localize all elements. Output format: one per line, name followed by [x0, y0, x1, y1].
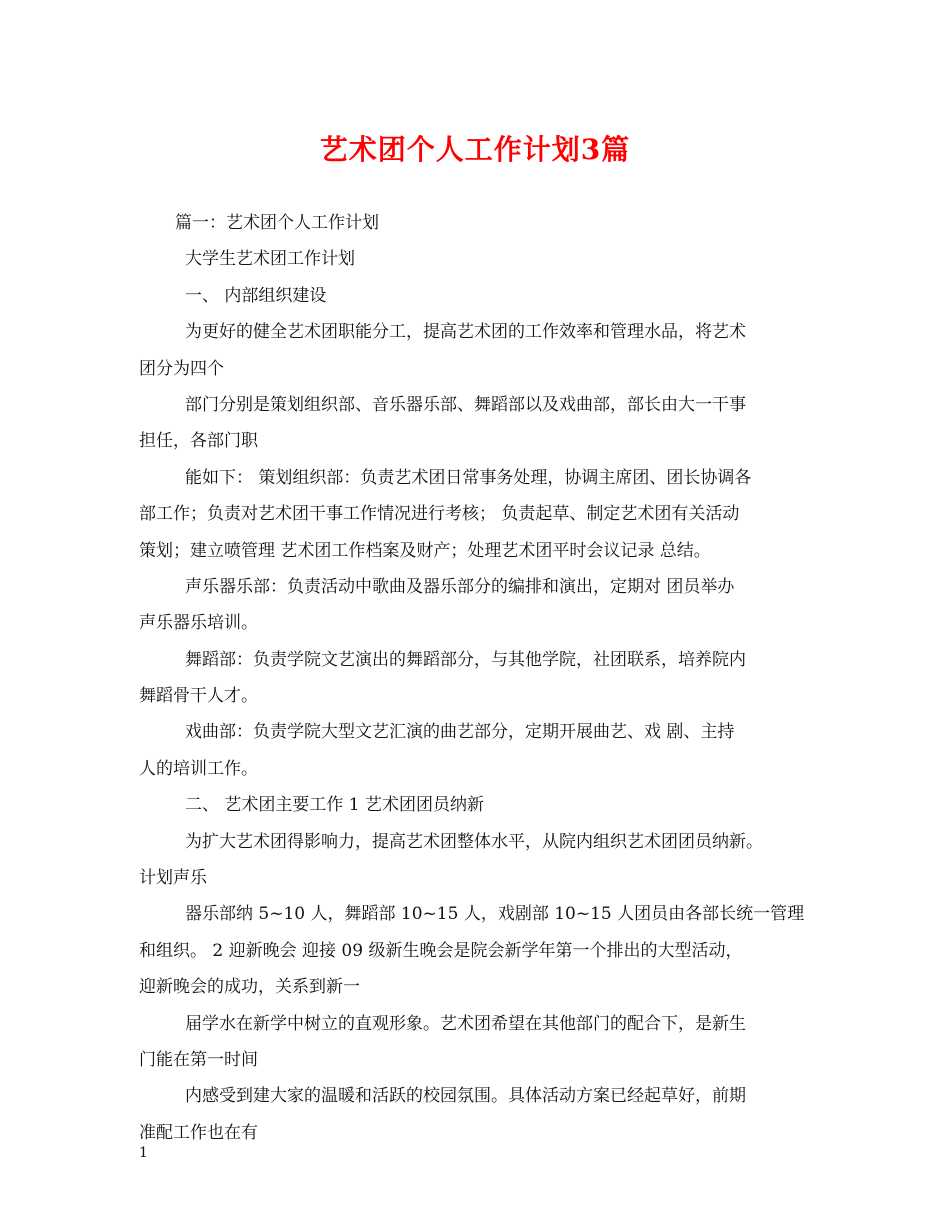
paragraph-line: 团分为四个	[139, 358, 224, 379]
paragraph-line: 部门分别是策划组织部、音乐器乐部、舞蹈部以及戏曲部，部长由大一干事	[185, 394, 746, 415]
paragraph-line: 策划；建立喷管理 艺术团工作档案及财产；处理艺术团平时会议记录 总结。	[139, 540, 711, 561]
paragraph-line: 为更好的健全艺术团职能分工，提高艺术团的工作效率和管理水品，将艺术	[185, 322, 746, 343]
paragraph-line: 和组织。 2 迎新晚会 迎接 09 级新生晚会是院会新学年第一个排出的大型活动，	[139, 940, 743, 961]
document-body	[139, 205, 819, 1151]
paragraph-line: 届学水在新学中树立的直观形象。艺术团希望在其他部门的配合下，是新生	[185, 1013, 746, 1034]
paragraph-line: 声乐器乐部：负责活动中歌曲及器乐部分的编排和演出，定期对 团员举办	[185, 576, 735, 597]
paragraph-line: 人的培训工作。	[139, 758, 258, 779]
paragraph-line: 一、 内部组织建设	[185, 285, 327, 306]
paragraph-line: 计划声乐	[139, 868, 207, 889]
paragraph-line: 声乐器乐培训。	[139, 613, 258, 634]
paragraph-line: 二、 艺术团主要工作 1 艺术团团员纳新	[185, 795, 485, 816]
document-title: 艺术团个人工作计划3篇	[319, 133, 631, 166]
paragraph-line: 为扩大艺术团得影响力，提高艺术团整体水平，从院内组织艺术团团员纳新。	[185, 831, 763, 852]
paragraph-line: 器乐部纳 5~10 人，舞蹈部 10~15 人，戏剧部 10~15 人团员由各部长统一管理	[185, 904, 805, 925]
paragraph-line: 迎新晚会的成功，关系到新一	[139, 977, 360, 998]
page-number: 1	[139, 1145, 148, 1161]
paragraph-line: 准配工作也在有	[139, 1122, 258, 1143]
paragraph-line: 内感受到建大家的温暖和活跃的校园氛围。具体活动方案已经起草好，前期	[185, 1086, 746, 1107]
paragraph-line: 大学生艺术团工作计划	[185, 249, 355, 270]
paragraph-line: 篇一：艺术团个人工作计划	[175, 213, 379, 233]
paragraph-line: 门能在第一时间	[139, 1049, 258, 1070]
paragraph-line: 舞蹈部：负责学院文艺演出的舞蹈部分，与其他学院，社团联系，培养院内	[185, 649, 746, 670]
paragraph-line: 部工作；负责对艺术团干事工作情况进行考核； 负责起草、制定艺术团有关活动	[139, 504, 740, 525]
paragraph-line: 能如下： 策划组织部：负责艺术团日常事务处理，协调主席团、团长协调各	[185, 467, 752, 488]
paragraph-line: 戏曲部：负责学院大型文艺汇演的曲艺部分，定期开展曲艺、戏 剧、主持	[185, 722, 735, 743]
paragraph-line: 担任，各部门职	[139, 431, 258, 452]
paragraph-line: 舞蹈骨干人才。	[139, 686, 258, 707]
